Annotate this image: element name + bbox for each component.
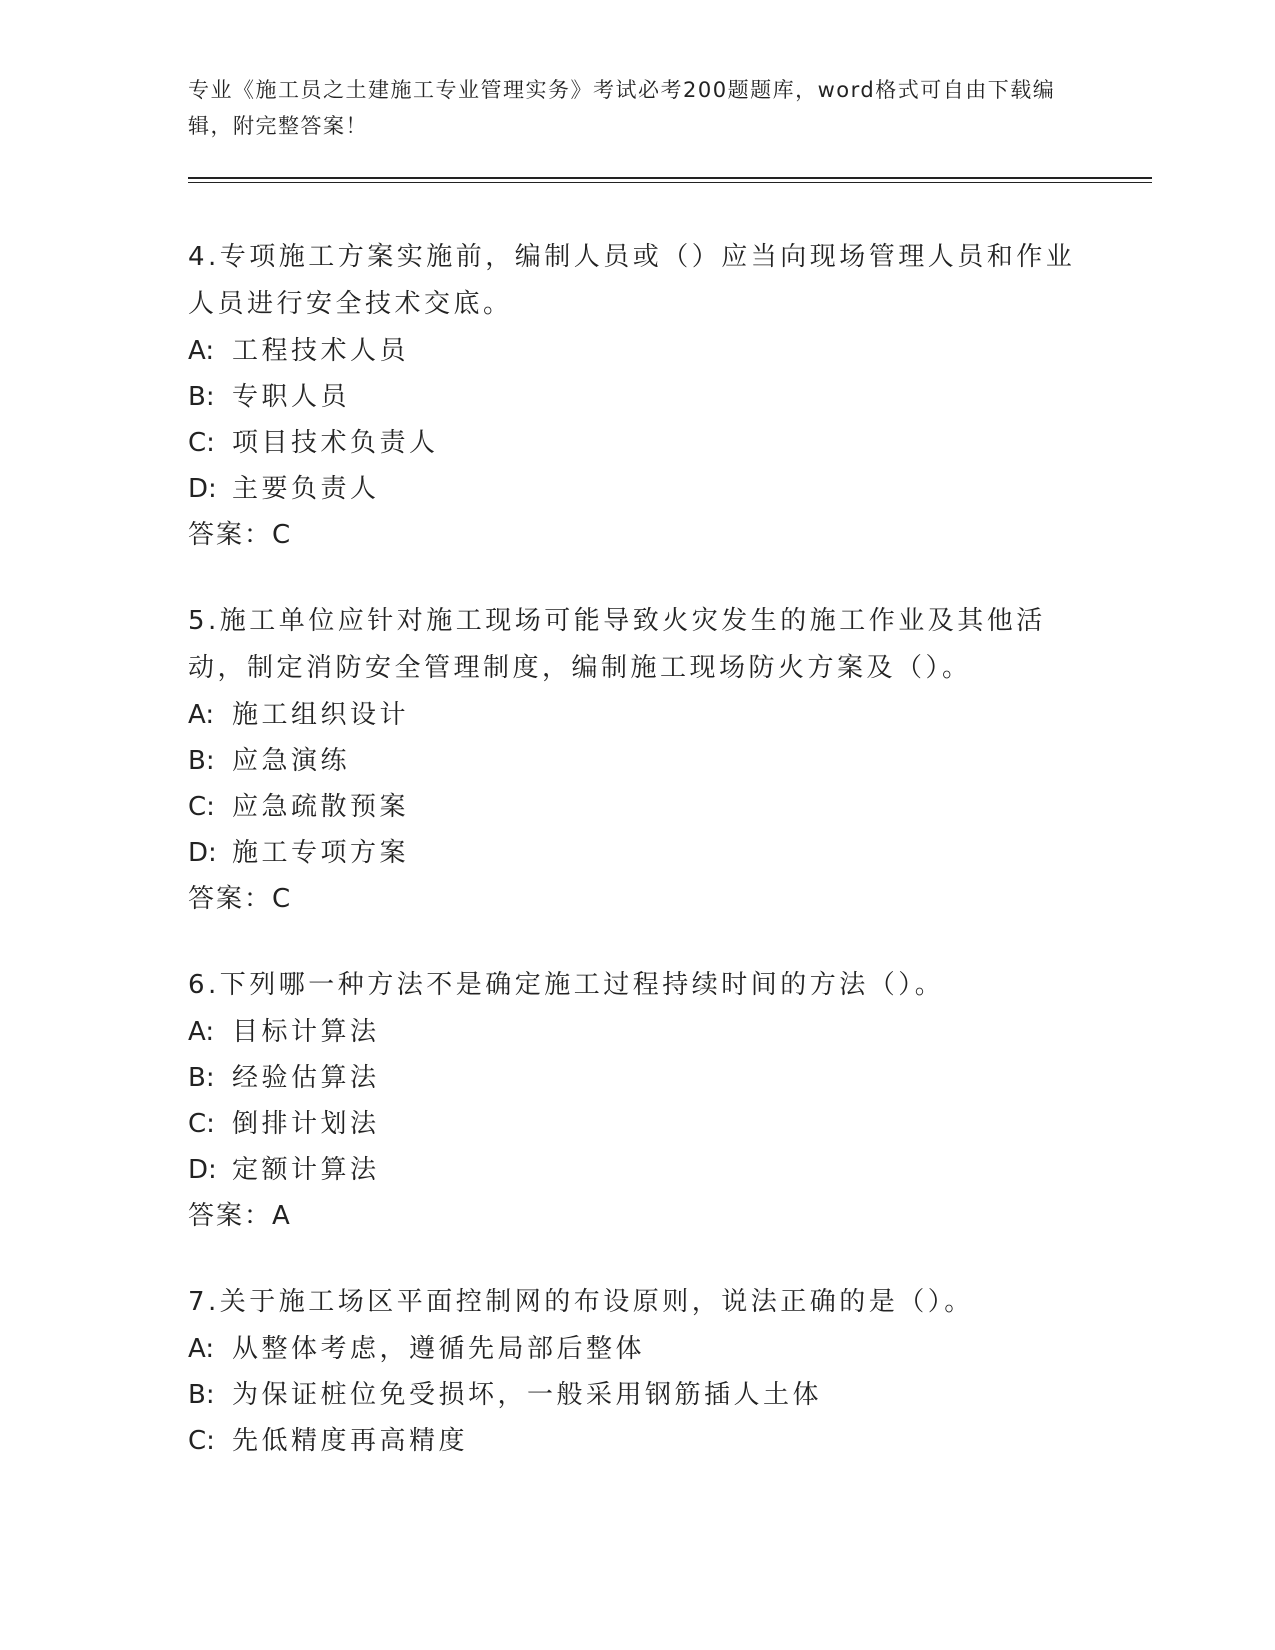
option-letter: A: (188, 1334, 215, 1364)
option-text: 项目技术负责人 (232, 428, 439, 458)
answer-line (188, 512, 1088, 558)
option-b (188, 374, 1088, 420)
option-c (188, 1418, 1088, 1464)
option-text: 专职人员 (232, 382, 351, 412)
option-text: 施工组织设计 (232, 700, 410, 730)
answer-label: 答案： (188, 1201, 273, 1231)
option-text: 从整体考虑，遵循先局部后整体 (232, 1334, 646, 1364)
document-header (188, 72, 1068, 144)
option-letter: A: (188, 700, 215, 730)
question-stem: 4.专项施工方案实施前，编制人员或（）应当向现场管理人员和作业人员进行安全技术交底。 (188, 242, 1076, 319)
option-letter: D: (188, 474, 217, 504)
header-divider (188, 177, 1152, 179)
option-letter: A: (188, 336, 215, 366)
answer-line (188, 1193, 1088, 1239)
option-text: 工程技术人员 (232, 336, 410, 366)
option-text: 先低精度再高精度 (232, 1426, 469, 1456)
option-b (188, 738, 1088, 784)
header-divider-thin (188, 182, 1152, 183)
option-d (188, 830, 1088, 876)
option-letter: C: (188, 1426, 215, 1456)
question-6 (188, 962, 1088, 1239)
option-letter: B: (188, 746, 215, 776)
option-d (188, 1147, 1088, 1193)
question-list (188, 234, 1088, 1504)
answer-label: 答案： (188, 520, 273, 550)
question-stem: 6.下列哪一种方法不是确定施工过程持续时间的方法（）。 (188, 970, 945, 1000)
option-text: 倒排计划法 (232, 1109, 380, 1139)
option-text: 施工专项方案 (232, 838, 410, 868)
option-a (188, 692, 1088, 738)
question-stem: 7.关于施工场区平面控制网的布设原则，说法正确的是（）。 (188, 1287, 974, 1317)
question-5 (188, 598, 1088, 922)
option-a (188, 1326, 1088, 1372)
option-a (188, 1009, 1088, 1055)
option-letter: A: (188, 1017, 215, 1047)
answer-label: 答案： (188, 884, 273, 914)
option-letter: D: (188, 1155, 217, 1185)
answer-value: A (272, 1201, 290, 1231)
option-c (188, 784, 1088, 830)
option-c (188, 1101, 1088, 1147)
option-text: 主要负责人 (232, 474, 380, 504)
question-stem: 5.施工单位应针对施工现场可能导致火灾发生的施工作业及其他活动，制定消防安全管理制度，编制施工现场防火方案及（）。 (188, 606, 1046, 683)
option-b (188, 1372, 1088, 1418)
option-a (188, 328, 1088, 374)
option-c (188, 420, 1088, 466)
option-text: 应急演练 (232, 746, 351, 776)
answer-value: C (272, 884, 291, 914)
option-letter: C: (188, 428, 215, 458)
option-letter: D: (188, 838, 217, 868)
option-d (188, 466, 1088, 512)
option-text: 定额计算法 (232, 1155, 380, 1185)
option-letter: C: (188, 1109, 215, 1139)
option-letter: C: (188, 792, 215, 822)
answer-value: C (272, 520, 291, 550)
option-text: 应急疏散预案 (232, 792, 410, 822)
answer-line (188, 876, 1088, 922)
option-b (188, 1055, 1088, 1101)
header-text: 专业《施工员之土建施工专业管理实务》考试必考200题题库，word格式可自由下载编辑，附完整答案！ (188, 78, 1056, 138)
option-letter: B: (188, 1380, 215, 1410)
option-text: 经验估算法 (232, 1063, 380, 1093)
option-text: 目标计算法 (232, 1017, 380, 1047)
question-7 (188, 1279, 1088, 1464)
question-4 (188, 234, 1088, 558)
option-letter: B: (188, 1063, 215, 1093)
option-letter: B: (188, 382, 215, 412)
option-text: 为保证桩位免受损坏，一般采用钢筋插人土体 (232, 1380, 823, 1410)
